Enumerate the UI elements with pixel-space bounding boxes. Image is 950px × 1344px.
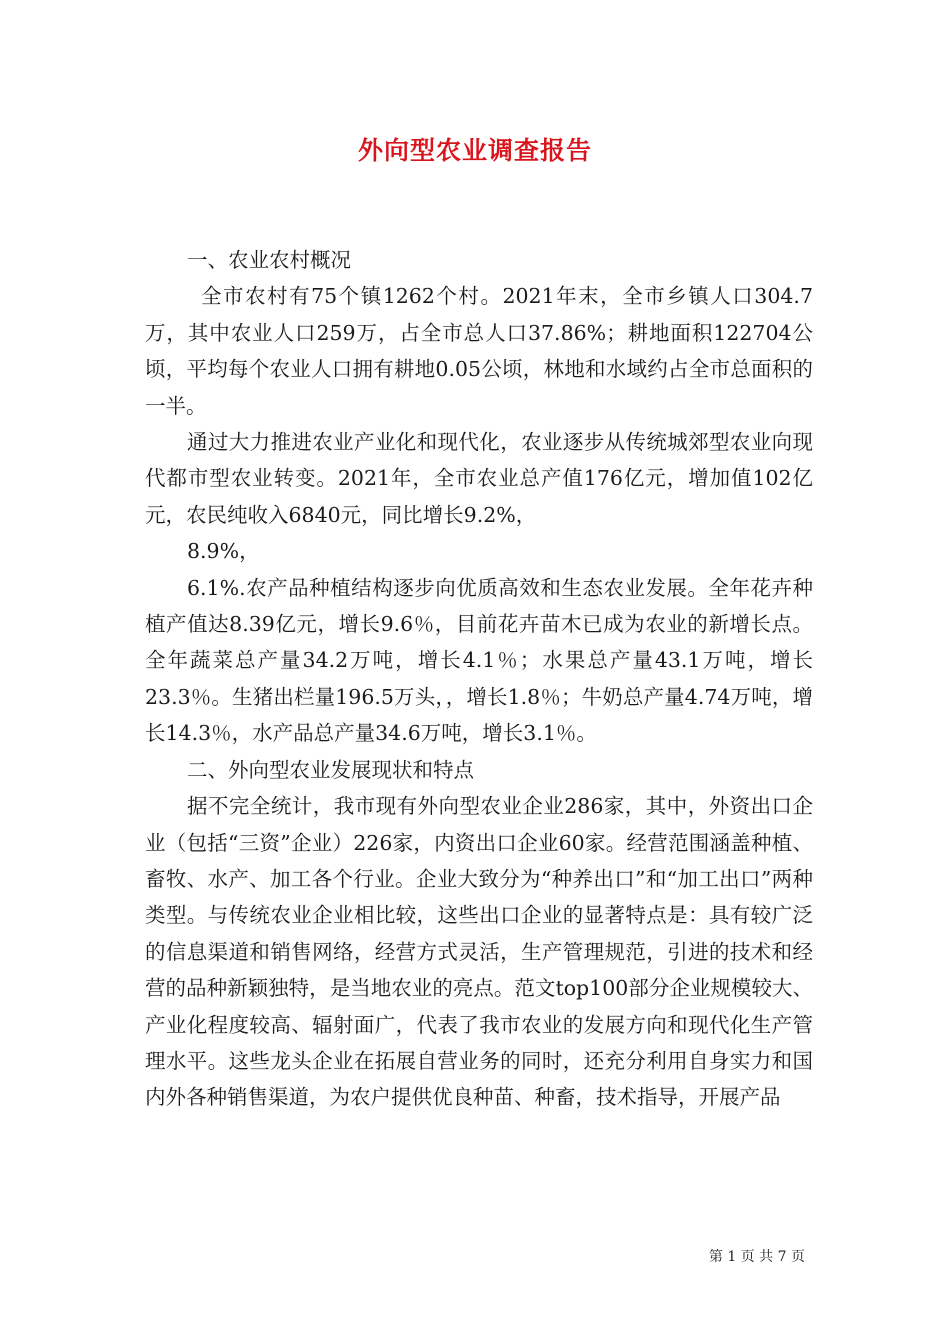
paragraph-modernization: 通过大力推进农业产业化和现代化，农业逐步从传统城郊型农业向现代都市型农业转变。2021年，全市农业总产值176亿元，增加值102亿元，农民纯收入6840元，同比增长9.2%， (145, 430, 813, 527)
paragraph-export-enterprises: 据不完全统计，我市现有外向型农业企业286家，其中，外资出口企业（包括“三资”企业）226家，内资出口企业60家。经营范围涵盖种植、畜牧、水产、加工各个行业。企业大致分为“种养出口”和“加工出口”两种类型。与传统农业企业相比较，这些出口企业的显著特点是：具有较广泛的信息渠道和销售网络，经营方式灵活，生产管理规范，引进的技术和经营的品种新颖独特，是当地农业的亮点。范文top100部分企业规模较大、产业化程度较高、辐射面广，代表了我市农业的发展方向和现代化生产管理水平。这些龙头企业在拓展自营业务的同时，还充分利用自身实力和国内外各种销售渠道，为农户提供优良种苗、种畜，技术指导，开展产品 (145, 794, 813, 1110)
section-heading-1: 一、农业农村概况 (187, 248, 351, 272)
section-heading-2: 二、外向型农业发展现状和特点 (187, 757, 474, 782)
paragraph-growth-rate: 8.9%， (187, 539, 260, 564)
page-number: 第 1 页 共 7 页 (708, 1249, 805, 1265)
document-body (145, 242, 813, 1116)
paragraph-rural-overview: 全市农村有75个镇1262个村。2021年末，全市乡镇人口304.7万，其中农业人口259万，占全市总人口37.86%；耕地面积122704公顷，平均每个农业人口拥有耕地0.05公顷，林地和水域约占全市总面积的一半。 (145, 284, 813, 418)
paragraph-planting-structure: 6.1%.农产品种植结构逐步向优质高效和生态农业发展。全年花卉种植产值达8.39亿元，增长9.6％，目前花卉苗木已成为农业的新增长点。全年蔬菜总产量34.2万吨，增长4.1％；水果总产量43.1万吨，增长23.3％。生猪出栏量196.5万头，，增长1.8％；牛奶总产量4.74万吨，增长14.3％，水产品总产量34.6万吨，增长3.1％。 (145, 575, 813, 746)
document-title: 外向型农业调查报告 (357, 136, 592, 165)
